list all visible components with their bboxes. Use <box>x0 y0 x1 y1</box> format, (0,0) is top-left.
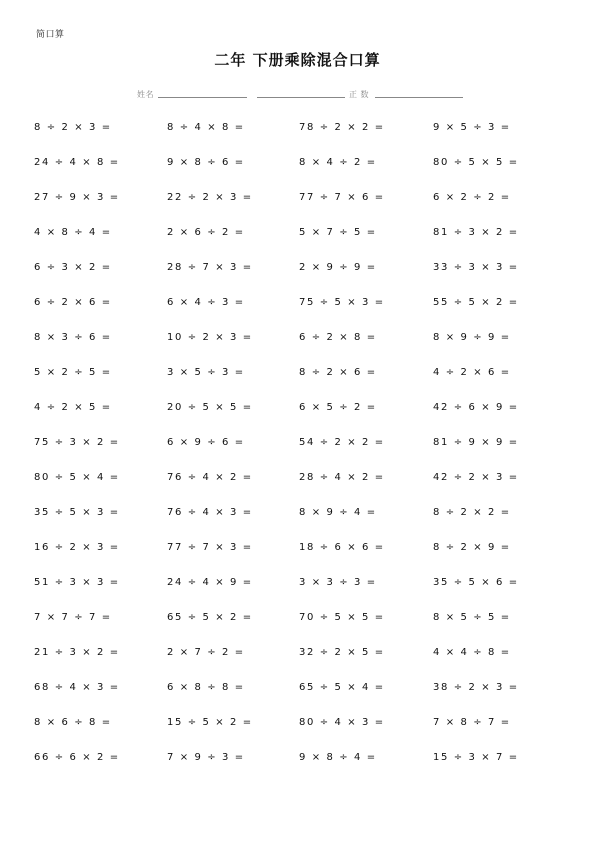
problem-item: 65 ÷ 5 × 2 = <box>167 612 253 623</box>
problem-item: 8 ÷ 2 × 2 = <box>433 507 511 518</box>
problem-item: 8 ÷ 2 × 3 = <box>34 122 112 133</box>
problem-item: 9 × 8 ÷ 4 = <box>299 752 377 763</box>
problem-item: 21 ÷ 3 × 2 = <box>34 647 120 658</box>
problem-row <box>34 752 574 772</box>
problem-item: 18 ÷ 6 × 6 = <box>299 542 385 553</box>
name-label: 姓名 <box>137 90 154 99</box>
problem-item: 78 ÷ 2 × 2 = <box>299 122 385 133</box>
problem-item: 6 ÷ 2 × 8 = <box>299 332 377 343</box>
page-title: 二年 下册乘除混合口算 <box>214 51 381 69</box>
problem-item: 66 ÷ 6 × 2 = <box>34 752 120 763</box>
header-tag: 简口算 <box>36 30 65 40</box>
problem-row <box>34 612 574 632</box>
problem-row <box>34 437 574 457</box>
problem-item: 65 ÷ 5 × 4 = <box>299 682 385 693</box>
problem-row <box>34 542 574 562</box>
problem-row <box>34 507 574 527</box>
problem-item: 8 × 6 ÷ 8 = <box>34 717 112 728</box>
problem-item: 76 ÷ 4 × 3 = <box>167 507 253 518</box>
problem-item: 68 ÷ 4 × 3 = <box>34 682 120 693</box>
problem-item: 77 ÷ 7 × 3 = <box>167 542 253 553</box>
problem-row <box>34 227 574 247</box>
problem-item: 15 ÷ 5 × 2 = <box>167 717 253 728</box>
problem-item: 3 × 3 ÷ 3 = <box>299 577 377 588</box>
problem-row <box>34 192 574 212</box>
problem-item: 8 × 9 ÷ 9 = <box>433 332 511 343</box>
problem-row <box>34 157 574 177</box>
problem-item: 7 × 9 ÷ 3 = <box>167 752 245 763</box>
problem-row <box>34 402 574 422</box>
problem-item: 75 ÷ 3 × 2 = <box>34 437 120 448</box>
problem-item: 2 × 6 ÷ 2 = <box>167 227 245 238</box>
problem-item: 7 × 7 ÷ 7 = <box>34 612 112 623</box>
problem-item: 4 ÷ 2 × 6 = <box>433 367 511 378</box>
problem-row <box>34 717 574 737</box>
problem-item: 75 ÷ 5 × 3 = <box>299 297 385 308</box>
problem-item: 80 ÷ 5 × 5 = <box>433 157 519 168</box>
problem-item: 10 ÷ 2 × 3 = <box>167 332 253 343</box>
problem-item: 33 ÷ 3 × 3 = <box>433 262 519 273</box>
problem-item: 55 ÷ 5 × 2 = <box>433 297 519 308</box>
problem-item: 27 ÷ 9 × 3 = <box>34 192 120 203</box>
problem-row <box>34 682 574 702</box>
class-blank[interactable] <box>257 97 345 98</box>
problem-item: 16 ÷ 2 × 3 = <box>34 542 120 553</box>
problem-item: 28 ÷ 4 × 2 = <box>299 472 385 483</box>
problem-item: 6 × 2 ÷ 2 = <box>433 192 511 203</box>
problem-row <box>34 647 574 667</box>
problem-item: 8 × 3 ÷ 6 = <box>34 332 112 343</box>
problem-item: 51 ÷ 3 × 3 = <box>34 577 120 588</box>
problem-item: 32 ÷ 2 × 5 = <box>299 647 385 658</box>
problem-item: 6 × 5 ÷ 2 = <box>299 402 377 413</box>
problem-item: 9 × 8 ÷ 6 = <box>167 157 245 168</box>
problem-item: 8 × 9 ÷ 4 = <box>299 507 377 518</box>
problem-item: 9 × 5 ÷ 3 = <box>433 122 511 133</box>
problem-row <box>34 577 574 597</box>
problem-item: 81 ÷ 3 × 2 = <box>433 227 519 238</box>
problem-item: 2 × 9 ÷ 9 = <box>299 262 377 273</box>
problem-item: 4 × 4 ÷ 8 = <box>433 647 511 658</box>
problem-item: 70 ÷ 5 × 5 = <box>299 612 385 623</box>
problem-item: 77 ÷ 7 × 6 = <box>299 192 385 203</box>
problem-item: 8 ÷ 2 × 9 = <box>433 542 511 553</box>
problem-item: 8 × 5 ÷ 5 = <box>433 612 511 623</box>
problem-row <box>34 122 574 142</box>
problem-item: 54 ÷ 2 × 2 = <box>299 437 385 448</box>
problem-item: 4 ÷ 2 × 5 = <box>34 402 112 413</box>
problem-item: 6 ÷ 3 × 2 = <box>34 262 112 273</box>
problem-item: 8 ÷ 4 × 8 = <box>167 122 245 133</box>
problem-item: 4 × 8 ÷ 4 = <box>34 227 112 238</box>
problem-row <box>34 297 574 317</box>
name-blank[interactable] <box>158 97 247 98</box>
problem-item: 5 × 7 ÷ 5 = <box>299 227 377 238</box>
problem-item: 42 ÷ 2 × 3 = <box>433 472 519 483</box>
problem-item: 6 × 9 ÷ 6 = <box>167 437 245 448</box>
problem-item: 35 ÷ 5 × 6 = <box>433 577 519 588</box>
problem-item: 8 ÷ 2 × 6 = <box>299 367 377 378</box>
problem-item: 80 ÷ 4 × 3 = <box>299 717 385 728</box>
info-line <box>0 88 595 102</box>
problem-item: 28 ÷ 7 × 3 = <box>167 262 253 273</box>
score-blank[interactable] <box>375 97 463 98</box>
problem-item: 3 × 5 ÷ 3 = <box>167 367 245 378</box>
problem-item: 5 × 2 ÷ 5 = <box>34 367 112 378</box>
problem-item: 20 ÷ 5 × 5 = <box>167 402 253 413</box>
problem-item: 6 ÷ 2 × 6 = <box>34 297 112 308</box>
problem-item: 15 ÷ 3 × 7 = <box>433 752 519 763</box>
problem-item: 35 ÷ 5 × 3 = <box>34 507 120 518</box>
problem-item: 7 × 8 ÷ 7 = <box>433 717 511 728</box>
problem-item: 22 ÷ 2 × 3 = <box>167 192 253 203</box>
problem-item: 24 ÷ 4 × 9 = <box>167 577 253 588</box>
score-label: 正 数 <box>349 90 370 99</box>
problem-item: 24 ÷ 4 × 8 = <box>34 157 120 168</box>
problem-item: 81 ÷ 9 × 9 = <box>433 437 519 448</box>
problem-row <box>34 367 574 387</box>
problem-item: 42 ÷ 6 × 9 = <box>433 402 519 413</box>
problem-item: 6 × 8 ÷ 8 = <box>167 682 245 693</box>
problem-row <box>34 472 574 492</box>
problem-item: 38 ÷ 2 × 3 = <box>433 682 519 693</box>
problem-row <box>34 332 574 352</box>
problem-item: 80 ÷ 5 × 4 = <box>34 472 120 483</box>
problem-item: 76 ÷ 4 × 2 = <box>167 472 253 483</box>
problem-row <box>34 262 574 282</box>
problem-item: 8 × 4 ÷ 2 = <box>299 157 377 168</box>
problem-item: 6 × 4 ÷ 3 = <box>167 297 245 308</box>
problem-item: 2 × 7 ÷ 2 = <box>167 647 245 658</box>
